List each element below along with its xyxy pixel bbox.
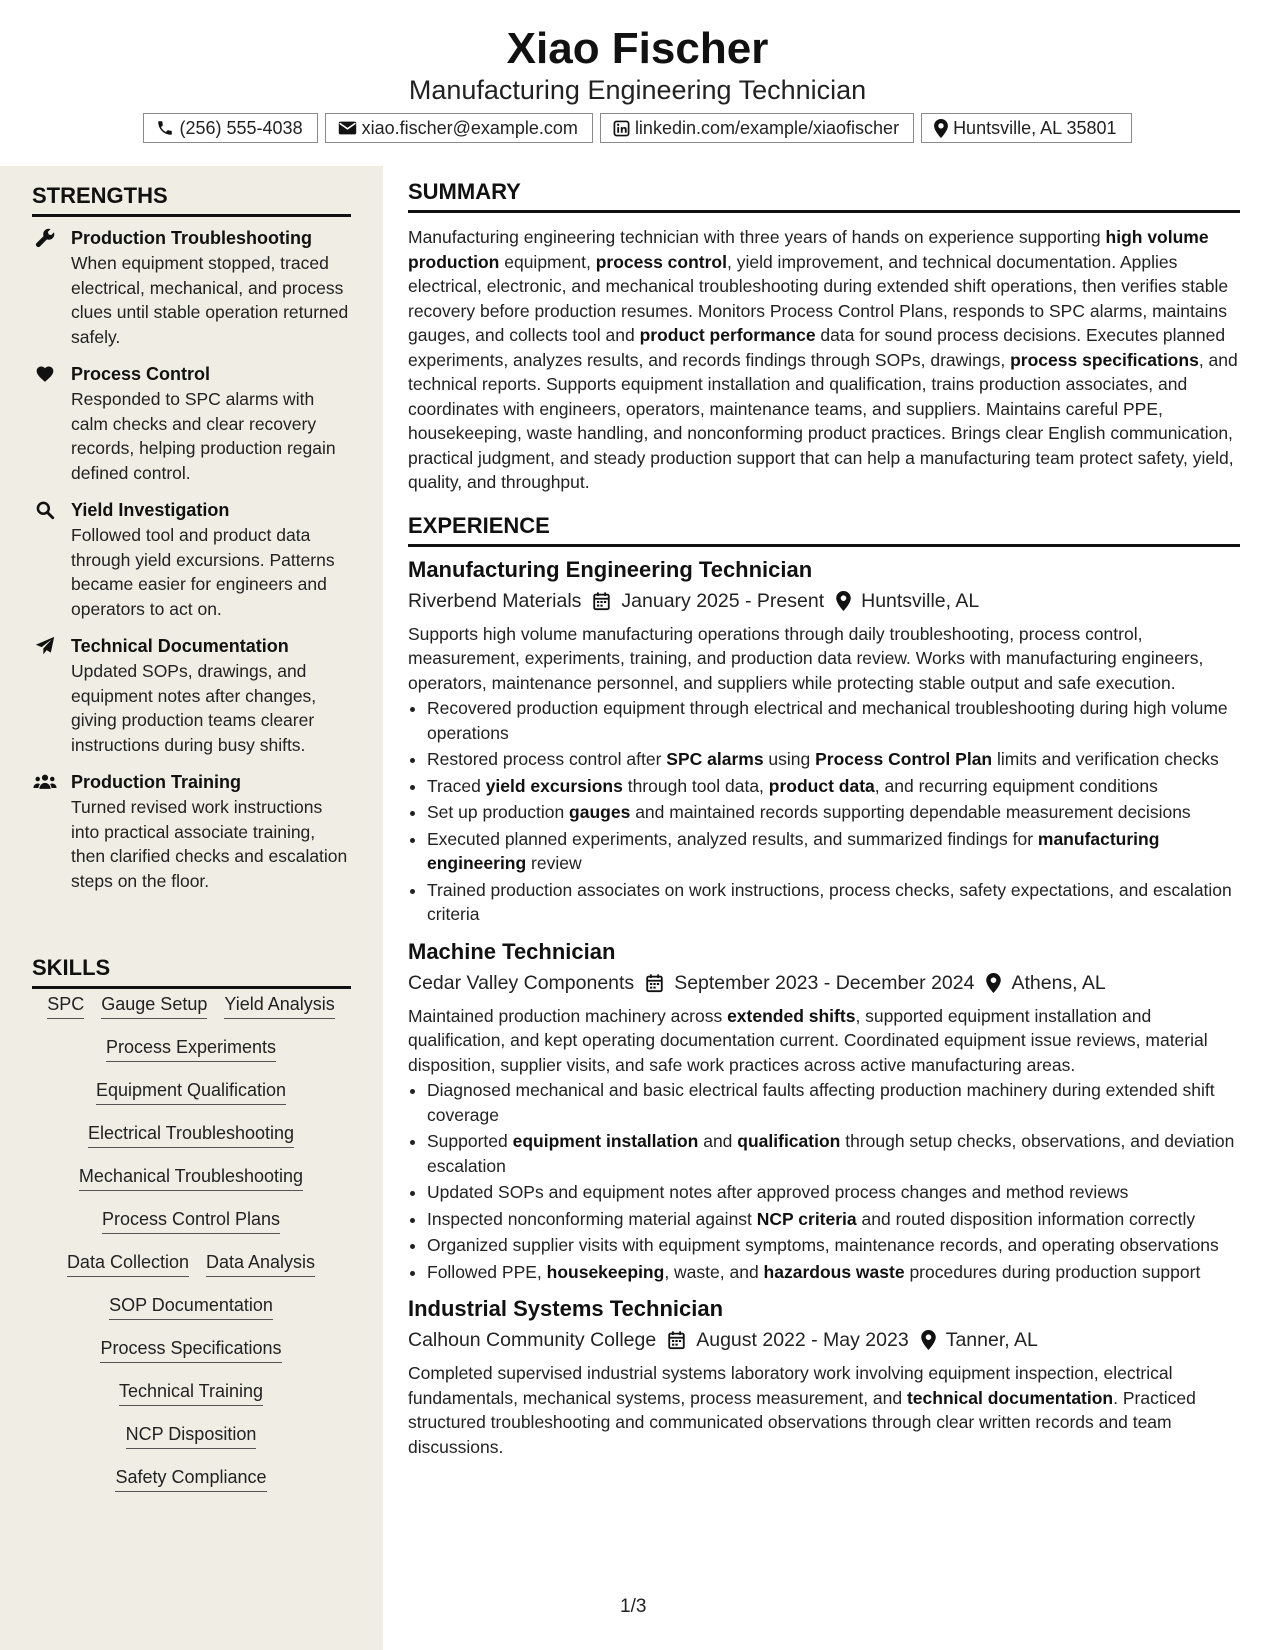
text-run: Updated SOPs and equipment notes after approved process changes and method reviews <box>427 1182 1129 1202</box>
job-description <box>408 1004 1240 1078</box>
contact-linkedin[interactable] <box>600 113 914 143</box>
text-run: through tool data, <box>622 775 769 796</box>
job-entry <box>408 937 1240 1285</box>
bold-text: SPC alarms <box>666 749 764 769</box>
strength-item <box>32 226 352 349</box>
text-run: , and recurring equipment conditions <box>874 775 1158 796</box>
skill-tag: Technical Training <box>119 1380 263 1406</box>
strength-desc: Responded to SPC alarms with calm checks and clear recovery records, helping production regain defined control. <box>71 389 336 483</box>
job-description <box>408 622 1240 696</box>
job-bullet <box>427 1260 1240 1285</box>
text-run: and <box>698 1131 738 1151</box>
skill-tag: Electrical Troubleshooting <box>88 1122 294 1148</box>
strength-desc: Updated SOPs, drawings, and equipment notes after changes, giving production teams clearer instructions during busy shifts. <box>71 661 317 755</box>
strength-desc: Turned revised work instructions into practical associate training, then clarified checks and escalation steps on the floor. <box>71 797 348 891</box>
text-run: Executed planned experiments, analyzed results, and summarized findings for <box>427 828 1038 849</box>
job-dates: September 2023 - December 2024 <box>674 971 975 994</box>
skill-row <box>24 1208 358 1234</box>
skill-tag: SOP Documentation <box>109 1294 273 1320</box>
bold-text: product performance <box>639 325 816 345</box>
skill-row <box>24 1466 358 1492</box>
text-run: , and technical reports. Supports equipment installation and qualification, trains production associates, and coordinates with engineers, operators, maintenance teams, and suppliers. Maintains careful PPE, housekeeping, waste handling, and nonconforming product practices. Brings clear English communication, practical judgment, and steady production support that can help a manufacturing team protect safety, yield, quality, and throughput. <box>408 349 1238 492</box>
bold-text: process specifications <box>1010 349 1199 370</box>
contact-text: (256) 555-4038 <box>179 117 303 138</box>
skill-row <box>24 1251 358 1277</box>
job-bullet <box>427 1180 1240 1205</box>
bold-text: technical documentation <box>906 1387 1114 1408</box>
bold-text: process control <box>595 251 727 272</box>
job-company: Calhoun Community College <box>408 1329 657 1351</box>
strength-title: Process Control <box>71 364 211 384</box>
strength-desc: Followed tool and product data through yield excursions. Patterns became easier for engineers and operators to act on. <box>71 525 335 619</box>
text-run: Supports high volume manufacturing operations through daily troubleshooting, process control, measurement, experiments, training, and production data review. Works with manufacturing engineers, operators, maintenance personnel, and suppliers while protecting stable output and safe execution. <box>408 623 1204 693</box>
skill-row <box>24 1294 358 1320</box>
job-entry <box>408 555 1240 927</box>
skill-row <box>24 1036 358 1062</box>
job-title: Machine Technician <box>408 938 616 964</box>
job-bullet <box>427 747 1240 772</box>
summary-text <box>408 225 1240 495</box>
job-bullet <box>427 1129 1240 1178</box>
bold-text: gauges <box>569 802 631 822</box>
contact-phone[interactable] <box>143 113 317 143</box>
strength-title: Technical Documentation <box>71 636 289 656</box>
text-run: Supported <box>427 1131 513 1151</box>
bold-text: manufacturing engineering <box>427 828 1160 873</box>
text-run: data for sound process decisions. Executes planned experiments, analyzes results, and records findings through SOPs, drawings, <box>408 325 1226 370</box>
job-company: Cedar Valley Components <box>408 971 635 994</box>
contact-text: Huntsville, AL 35801 <box>953 117 1117 138</box>
bold-text: NCP criteria <box>756 1208 857 1229</box>
text-run: and routed disposition information correctly <box>856 1208 1196 1229</box>
skill-tag: Safety Compliance <box>115 1466 266 1492</box>
skill-tag: Equipment Qualification <box>96 1079 286 1105</box>
text-run: Restored process control after <box>427 749 667 769</box>
skill-row <box>24 1423 358 1449</box>
skill-row <box>24 1380 358 1406</box>
job-meta <box>408 1325 1240 1355</box>
bold-text: product data <box>768 775 875 796</box>
strength-item <box>32 362 352 485</box>
experience-heading: EXPERIENCE <box>408 514 1240 547</box>
calendar-icon <box>592 591 611 611</box>
strengths-list <box>32 226 352 906</box>
text-run: Inspected nonconforming material against <box>427 1208 757 1229</box>
job-entry <box>408 1294 1240 1459</box>
skill-tag: Process Control Plans <box>102 1208 280 1234</box>
skill-tag: NCP Disposition <box>126 1423 257 1449</box>
location-pin-icon <box>836 591 851 611</box>
contact-bar <box>0 113 1275 143</box>
job-bullet <box>427 878 1240 927</box>
text-run: and maintained records supporting dependable measurement decisions <box>630 802 1191 822</box>
strength-item <box>32 770 352 893</box>
text-run: Trained production associates on work instructions, process checks, safety expectations, and escalation criteria <box>427 879 1232 924</box>
strength-desc: When equipment stopped, traced electrical, mechanical, and process clues until stable operation returned safely. <box>71 253 349 347</box>
page-number: 1/3 <box>620 1596 647 1617</box>
job-bullet <box>427 1207 1240 1232</box>
text-run: Organized supplier visits with equipment symptoms, maintenance records, and operating observations <box>427 1235 1219 1255</box>
candidate-name: Xiao Fischer <box>506 24 769 73</box>
text-run: . Practiced structured troubleshooting and communicated observations through clear written records and team discussions. <box>408 1387 1196 1457</box>
job-bullet <box>427 774 1240 799</box>
job-location: Huntsville, AL <box>861 589 980 612</box>
text-run: Recovered production equipment through electrical and mechanical troubleshooting during high volume operations <box>427 698 1228 743</box>
skill-tag: Process Specifications <box>100 1337 281 1363</box>
candidate-title: Manufacturing Engineering Technician <box>408 75 867 105</box>
job-location: Tanner, AL <box>945 1329 1038 1351</box>
skill-tag: Process Experiments <box>106 1036 276 1062</box>
bold-text: Process Control Plan <box>815 749 993 769</box>
skill-row <box>24 1122 358 1148</box>
bold-text: equipment installation <box>512 1131 699 1151</box>
job-title: Industrial Systems Technician <box>408 1296 724 1321</box>
skill-row <box>24 1079 358 1105</box>
skill-tag: Data Collection <box>67 1251 189 1277</box>
skill-tag: Yield Analysis <box>224 993 334 1019</box>
summary-heading: SUMMARY <box>408 180 1240 213</box>
job-bullet <box>427 1078 1240 1127</box>
calendar-icon <box>667 1330 686 1350</box>
text-run: Maintained production machinery across <box>408 1005 728 1026</box>
paper-plane-icon <box>35 636 55 656</box>
bold-text: qualification <box>737 1131 841 1151</box>
job-bullet <box>427 800 1240 825</box>
bold-text: hazardous waste <box>763 1261 905 1282</box>
contact-text: xiao.fischer@example.com <box>361 117 578 138</box>
location-pin-icon <box>934 119 948 138</box>
strengths-heading: STRENGTHS <box>32 184 351 217</box>
magnifier-icon <box>35 500 55 520</box>
text-run: Manufacturing engineering technician with three years of hands on experience supporting <box>408 227 1106 247</box>
bold-text: high volume production <box>408 227 1209 272</box>
text-run: using <box>763 749 816 769</box>
strength-item <box>32 634 352 757</box>
job-title: Manufacturing Engineering Technician <box>408 556 813 582</box>
linkedin-icon <box>613 120 630 137</box>
job-company: Riverbend Materials <box>408 589 582 612</box>
strength-title: Production Troubleshooting <box>71 228 312 248</box>
job-description <box>408 1361 1240 1459</box>
text-run: , supported equipment installation and qualification, and kept operating documentation current. Coordinated equipment issue reviews, material disposition, supplier visits, and safe work practices across active manufacturing areas. <box>408 1005 1208 1075</box>
contact-text: linkedin.com/example/xiaofischer <box>634 117 900 138</box>
skill-tag: Mechanical Troubleshooting <box>79 1165 303 1191</box>
text-run: Followed PPE, <box>427 1261 547 1282</box>
phone-icon <box>156 119 174 137</box>
skill-row <box>24 1337 358 1363</box>
location-pin-icon <box>921 1330 936 1350</box>
job-location: Athens, AL <box>1011 971 1106 994</box>
skill-tag: SPC <box>47 993 84 1019</box>
job-dates: August 2022 - May 2023 <box>696 1329 909 1351</box>
bold-text: housekeeping <box>546 1261 665 1282</box>
skills-list <box>24 993 358 1509</box>
text-run: Set up production <box>427 802 570 822</box>
bold-text: extended shifts <box>727 1005 856 1026</box>
contact-email[interactable] <box>325 113 593 143</box>
text-run: through setup checks, observations, and deviation escalation <box>427 1131 1235 1176</box>
resume-header <box>0 0 1275 166</box>
text-run: , waste, and <box>664 1261 764 1282</box>
text-run: , yield improvement, and technical documentation. Applies electrical, electronic, and mechanical troubleshooting during extended shift operations, then verifies stable recovery before production resumes. Monitors Process Control Plans, responds to SPC alarms, maintains gauges, and collects tool and <box>408 251 1229 345</box>
location-pin-icon <box>986 973 1001 993</box>
people-icon <box>33 772 57 792</box>
calendar-icon <box>645 973 664 993</box>
job-bullet <box>427 1233 1240 1258</box>
strength-title: Production Training <box>71 772 241 792</box>
skill-row <box>24 1165 358 1191</box>
job-bullets <box>408 1078 1240 1284</box>
job-bullet <box>427 696 1240 745</box>
skill-tag: Gauge Setup <box>101 993 207 1019</box>
bold-text: yield excursions <box>485 775 623 796</box>
contact-location[interactable] <box>921 113 1131 143</box>
strength-item <box>32 498 352 621</box>
text-run: limits and verification checks <box>992 749 1219 769</box>
main-column <box>408 180 1240 1459</box>
wrench-icon <box>35 228 55 248</box>
job-bullet <box>427 827 1240 876</box>
skill-tag: Data Analysis <box>206 1251 315 1277</box>
strength-title: Yield Investigation <box>71 500 230 520</box>
text-run: Diagnosed mechanical and basic electrical faults affecting production machinery during extended shift coverage <box>427 1080 1215 1125</box>
text-run: equipment, <box>499 251 596 272</box>
job-bullets <box>408 696 1240 927</box>
text-run: Traced <box>427 775 486 796</box>
job-dates: January 2025 - Present <box>621 589 825 612</box>
text-run: Completed supervised industrial systems laboratory work involving equipment inspection, electrical fundamentals, mechanical systems, process measurement, and <box>408 1363 1173 1408</box>
job-meta <box>408 968 1240 998</box>
sidebar <box>0 166 383 1650</box>
job-meta <box>408 586 1240 616</box>
text-run: procedures during production support <box>904 1261 1201 1282</box>
text-run: review <box>526 853 582 873</box>
envelope-icon <box>338 120 357 136</box>
skill-row <box>24 993 358 1019</box>
skills-heading: SKILLS <box>32 956 351 989</box>
heart-icon <box>35 364 55 384</box>
